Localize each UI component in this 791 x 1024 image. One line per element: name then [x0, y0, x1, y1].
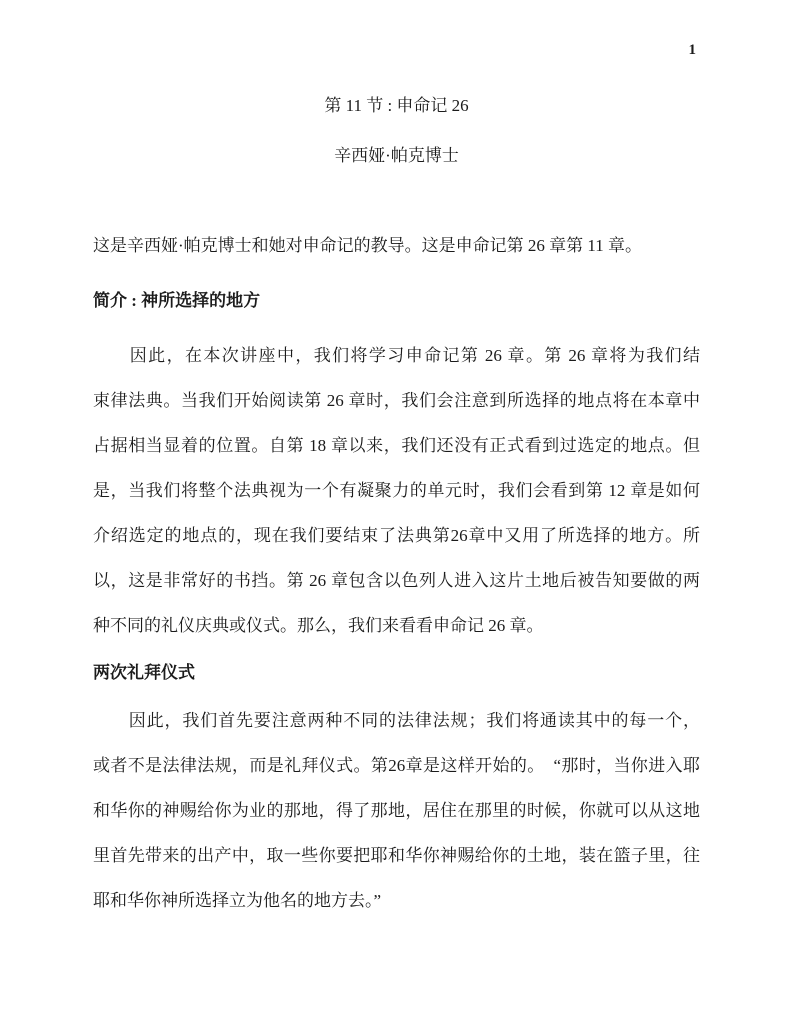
text-line: 种不同的礼仪庆典或仪式。那么，我们来看看申命记 26 章。 — [93, 616, 544, 635]
document-title: 第 11 节 : 申命记 26 — [324, 96, 469, 115]
document-author: 辛西娅·帕克博士 — [334, 146, 459, 165]
text-line: 占据相当显着的位置。自第 18 章以来，我们还没有正式看到过选定的地点。但 — [93, 436, 700, 455]
section-heading-chosen-place: 简介 : 神所选择的地方 — [93, 291, 261, 310]
text-line: 因此，我们首先要注意两种不同的法律法规；我们将通读其中的每一个， — [93, 711, 700, 730]
section-heading-two-rituals: 两次礼拜仪式 — [93, 663, 195, 682]
text-line: 里首先带来的出产中，取一些你要把耶和华你神赐给你的土地，装在篮子里，往 — [93, 846, 700, 865]
text-line: 这是辛西娅·帕克博士和她对申命记的教导。这是申命记第 26 章第 11 章。 — [93, 236, 643, 255]
text-line: 和华你的神赐给你为业的那地，得了那地，居住在那里的时候，你就可以从这地 — [93, 801, 700, 820]
text-line: 或者不是法律法规，而是礼拜仪式。第26章是这样开始的。 “那时，当你进入耶 — [93, 756, 700, 775]
section2-paragraph — [93, 698, 700, 923]
text-line: 耶和华你神所选择立为他名的地方去。” — [93, 891, 382, 910]
page-number: 1 — [688, 42, 696, 58]
section1-paragraph — [93, 333, 700, 648]
text-line: 束律法典。当我们开始阅读第 26 章时，我们会注意到所选择的地点将在本章中 — [93, 391, 700, 410]
intro-paragraph — [93, 223, 700, 268]
text-line: 以，这是非常好的书挡。第 26 章包含以色列人进入这片土地后被告知要做的两 — [93, 571, 700, 590]
text-line: 是，当我们将整个法典视为一个有凝聚力的单元时，我们会看到第 12 章是如何 — [93, 481, 700, 500]
text-line: 因此，在本次讲座中，我们将学习申命记第 26 章。第 26 章将为我们结 — [93, 346, 700, 365]
text-line: 介绍选定的地点的，现在我们要结束了法典第26章中又用了所选择的地方。所 — [93, 526, 700, 545]
